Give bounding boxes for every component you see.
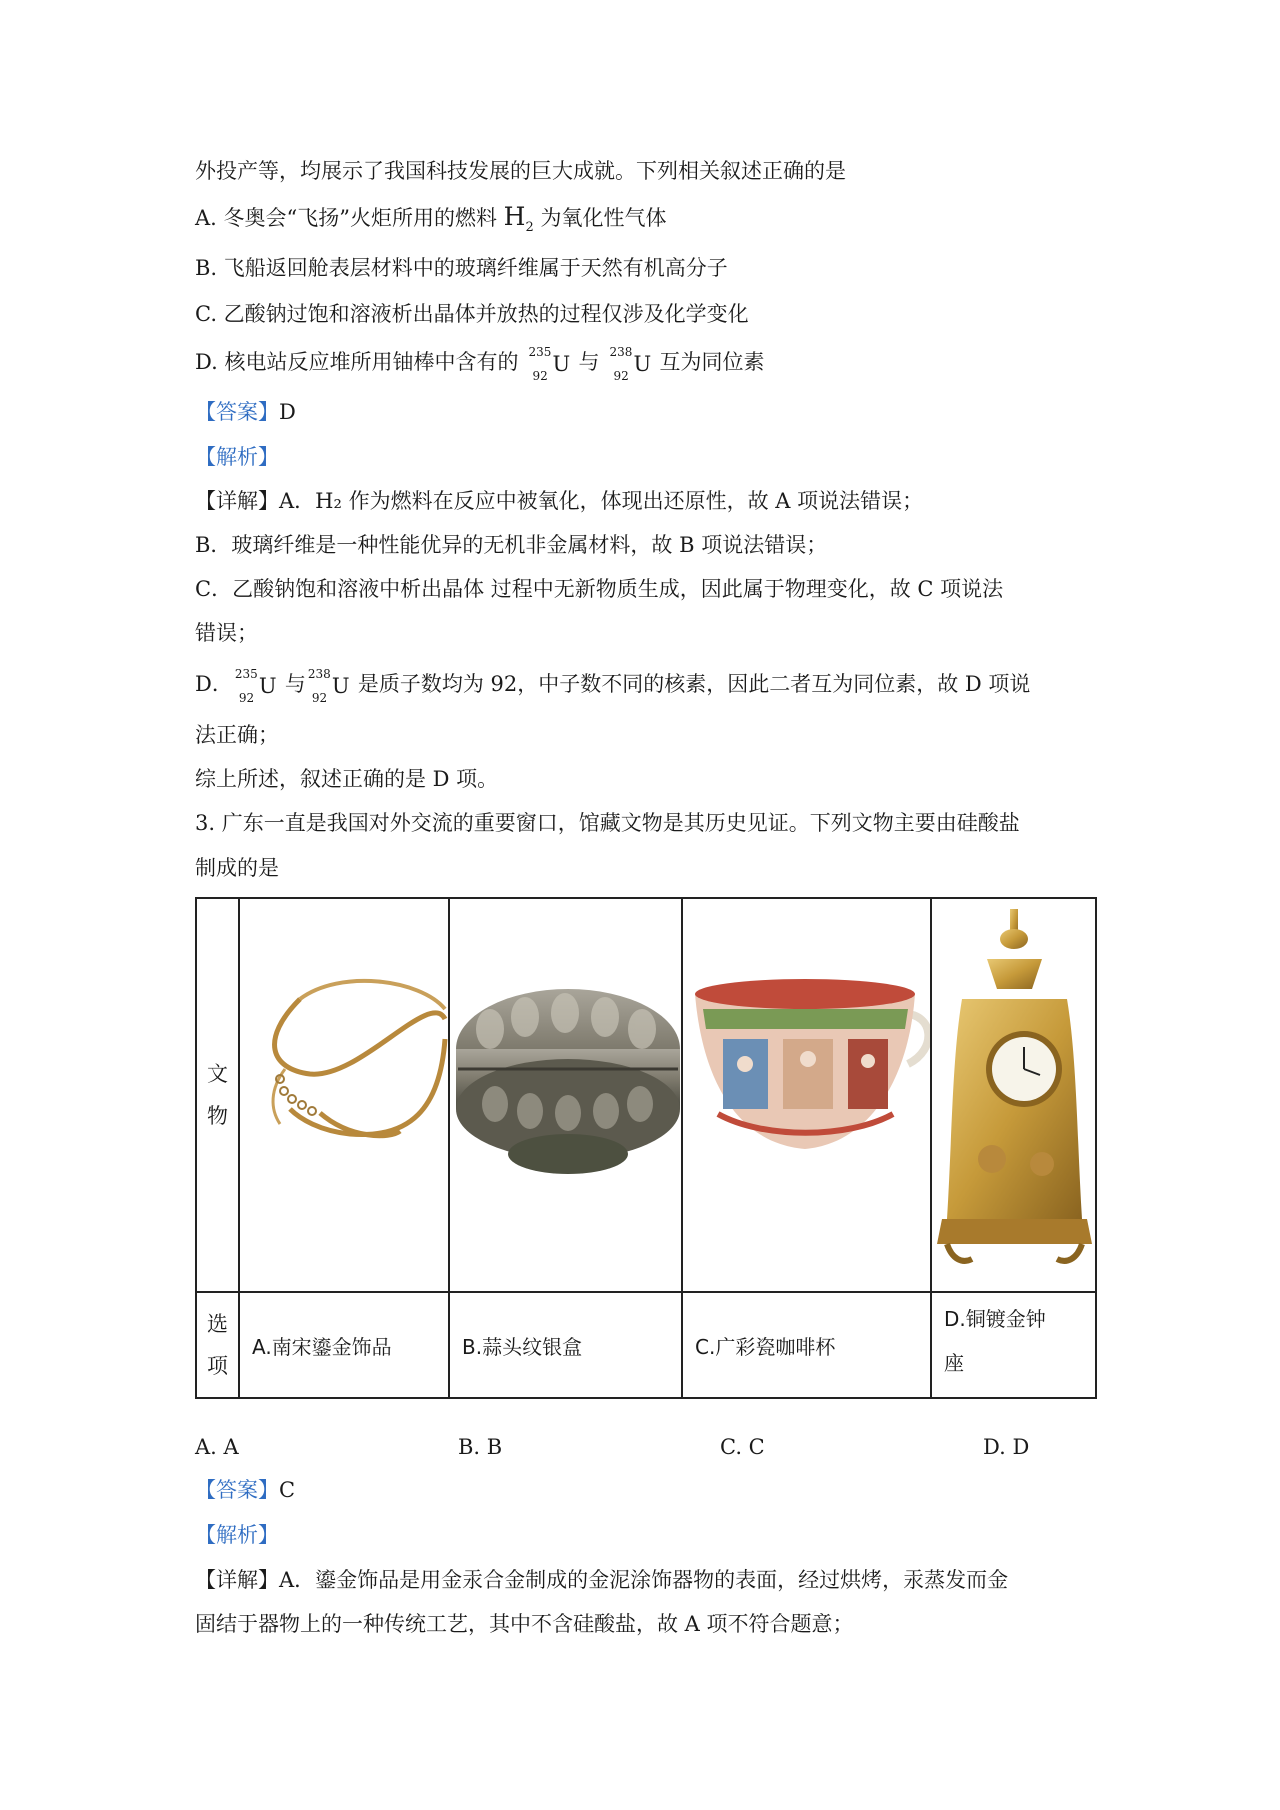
option-a-text-end: 为氧化性气体 — [533, 206, 667, 230]
detail-4-cont: 法正确； — [195, 723, 279, 747]
q3-answer-label: 【答案】 — [195, 1478, 279, 1502]
nuclide-u238: 238 92 U — [609, 344, 652, 383]
nuclide-u235: 235 92 U — [528, 344, 571, 383]
option-b: B. 飞船返回舱表层材料中的玻璃纤维属于天然有机高分子 — [195, 256, 728, 280]
detail-1 — [195, 487, 923, 515]
option-d-and: 与 — [578, 350, 600, 374]
choice-a: A. A — [195, 1435, 239, 1459]
choice-d: D. D — [983, 1435, 1030, 1459]
option-a — [195, 203, 666, 242]
answer-value: D — [279, 400, 296, 424]
answer-line — [195, 398, 296, 426]
relics-table — [195, 897, 1097, 1399]
option-d-text: D. 核电站反应堆所用铀棒中含有的 — [195, 350, 519, 374]
analysis-label: 【解析】 — [195, 445, 279, 469]
summary: 综上所述，叙述正确的是 D 项。 — [195, 767, 499, 791]
row-header-relic: 文 物 — [196, 898, 239, 1292]
q3-detail-1 — [195, 1566, 1008, 1594]
detail-3-cont: 错误； — [195, 621, 258, 645]
answer-label: 【答案】 — [195, 400, 279, 424]
table-option-a: A.南宋鎏金饰品 — [239, 1292, 449, 1398]
q3-analysis-label: 【解析】 — [195, 1523, 279, 1547]
detail-1-text: A．H₂ 作为燃料在反应中被氧化，体现出还原性，故 A 项说法错误； — [279, 489, 924, 513]
table-option-d: D.铜镀金钟 座 — [931, 1292, 1096, 1398]
q3-answer-line — [195, 1476, 295, 1504]
choice-c: C. C — [720, 1435, 765, 1459]
question-stem-tail: 外投产等，均展示了我国科技发展的巨大成就。下列相关叙述正确的是 — [195, 159, 846, 183]
q3-detail-label: 【详解】 — [195, 1568, 279, 1592]
nuclide-u238-inline: 238 92 U — [307, 666, 350, 705]
nuclide-u235-inline: 235 92 U — [234, 666, 277, 705]
option-a-text: A. 冬奥会“飞扬”火炬所用的燃料 — [195, 206, 504, 230]
option-d — [195, 344, 765, 383]
detail-label: 【详解】 — [195, 489, 279, 513]
option-d-text-end: 互为同位素 — [659, 350, 765, 374]
option-c: C. 乙酸钠过饱和溶液析出晶体并放热的过程仅涉及化学变化 — [195, 302, 749, 326]
question-3-stem-cont: 制成的是 — [195, 856, 279, 880]
relic-image-c-porcelain-cup — [682, 898, 931, 1292]
detail-2: B．玻璃纤维是一种性能优异的无机非金属材料，故 B 项说法错误； — [195, 533, 828, 557]
relic-image-b-silver-box — [449, 898, 682, 1292]
q3-detail-1-cont: 固结于器物上的一种传统工艺，其中不含硅酸盐，故 A 项不符合题意； — [195, 1612, 854, 1636]
detail-4-text: 是质子数均为 92，中子数不同的核素，因此二者互为同位素，故 D 项说 — [357, 672, 1031, 696]
row-header-option: 选 项 — [196, 1292, 239, 1398]
table-option-c: C.广彩瓷咖啡杯 — [682, 1292, 931, 1398]
choice-b: B. B — [458, 1435, 503, 1459]
detail-4-prefix: D． — [195, 672, 233, 696]
h2-formula: $H_2$ — [503, 202, 534, 235]
detail-4-and: 与 — [284, 672, 306, 696]
question-3-stem: 3. 广东一直是我国对外交流的重要窗口，馆藏文物是其历史见证。下列文物主要由硅酸盐 — [195, 811, 1020, 835]
q3-answer-value: C — [279, 1478, 296, 1502]
detail-3: C．乙酸钠饱和溶液中析出晶体 过程中无新物质生成，因此属于物理变化，故 C 项说法 — [195, 577, 1004, 601]
relic-image-a-gilt-necklace — [239, 898, 449, 1292]
detail-4 — [195, 666, 1031, 705]
q3-detail-1-text: A．鎏金饰品是用金汞合金制成的金泥涂饰器物的表面，经过烘烤，汞蒸发而金 — [279, 1568, 1009, 1592]
table-option-b: B.蒜头纹银盒 — [449, 1292, 682, 1398]
relic-image-d-gilt-clock — [931, 898, 1096, 1292]
